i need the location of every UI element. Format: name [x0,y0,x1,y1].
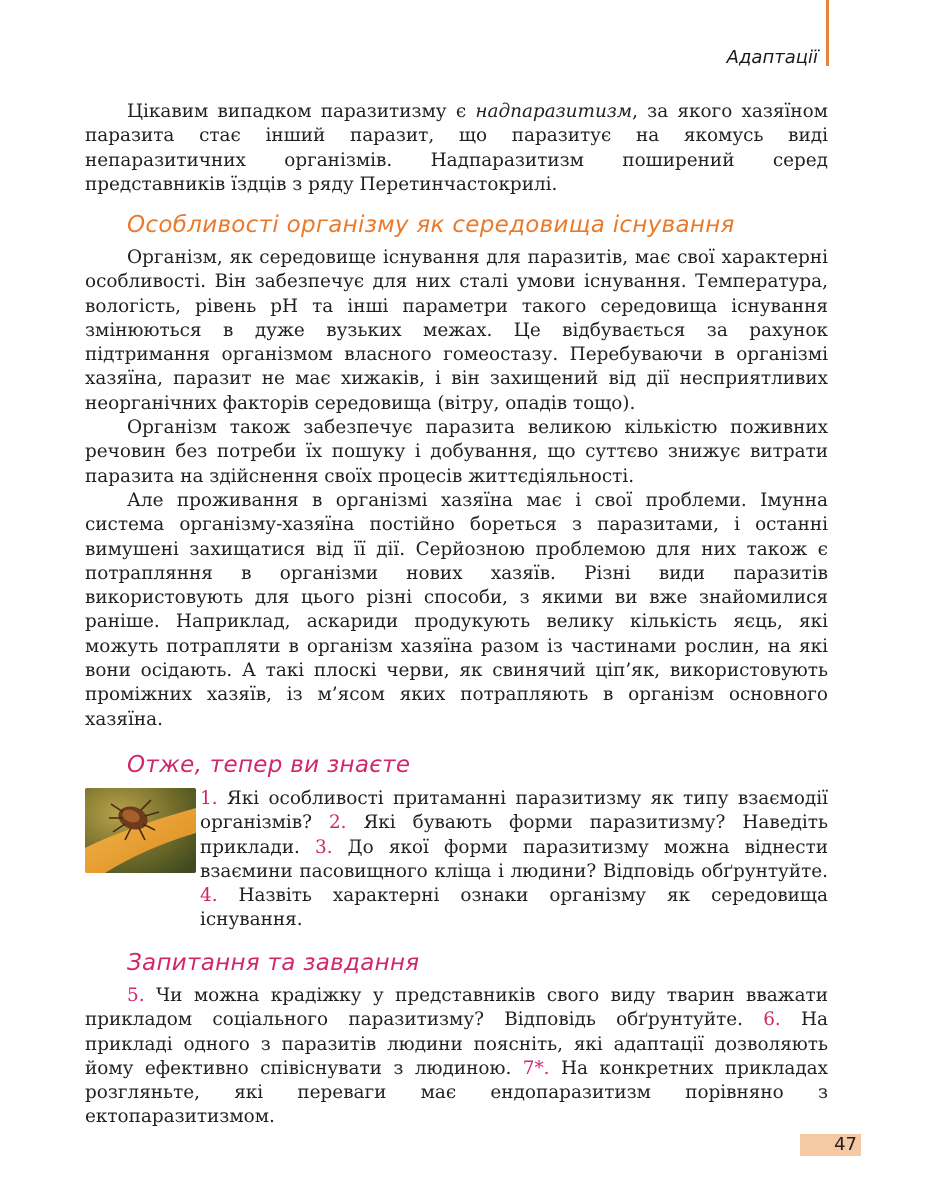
question-number: 4. [200,885,218,907]
question-number: 7*. [522,1057,550,1079]
tasks-questions [85,984,828,1130]
section-heading: Особливості організму як середовища існування [127,212,735,238]
tick-photo [85,788,196,873]
question-text: Назвіть характерні ознаки організму як середовища існування. [200,885,828,931]
question-text: Які бувають форми паразитизму? Наведіть приклади. [200,812,828,858]
intro-paragraph: Цікавим випадком паразитизму є надпаразитизм, за якого хазяїном паразита стає інший паразит, що паразитує на якомусь виді непаразитичних організмів. Надпаразитизм поширений серед представників їздців з ряду Перетинчастокрилі. [85,101,828,195]
body-paragraph: Але проживання в організмі хазяїна має і свої проблеми. Імунна система організму-хазяїна постійно бореться з паразитами, і останні вимушені захищатися від її дії. Серйозною проблемою для них також є потрапляння в організми нових хазяїв. Різні види паразитів використовують для цього різні способи, з якими ви вже знайомилися раніше. Наприклад, аскариди продукують велику кількість яєць, які можуть потрапляти в організм хазяїна разом із частинами рослин, на які вони осідають. А такі плоскі черви, як свинячий ціп’як, використовують проміжних хазяїв, із м’ясом яких потрапляють в організм основного хазяїна. [85,489,828,730]
tick-image-icon [85,788,196,873]
question-text: Чи можна крадіжку у представників свого виду тварин вважати прикладом соціального паразитизму? Відповідь обґрунтуйте. [85,985,828,1031]
page-number: 47 [800,1134,861,1156]
question-number: 6. [763,1009,781,1031]
question-number: 3. [315,836,333,858]
term-highlight: надпаразитизм [475,101,633,122]
section-body [85,246,828,732]
running-title: Адаптації [726,47,818,68]
question-number: 2. [328,812,347,834]
tasks-heading: Запитання та завдання [127,950,420,976]
header-rule [826,0,829,66]
summary-heading: Отже, тепер ви знаєте [127,752,411,778]
summary-questions [200,787,828,933]
body-paragraph: Організм також забезпечує паразита великою кількістю поживних речовин без потреби їх пошуку і добування, що суттєво знижує витрати паразита на здійснення своїх процесів життєдіяльності. [85,417,828,487]
question-text: До якої форми паразитизму можна віднести взаємини пасовищного кліща і людини? Відповідь обґрунтуйте. [200,836,829,882]
question-number: 1. [200,788,218,809]
question-text: Які особливості притаманні паразитизму як типу взаємодії організмів? [200,788,828,834]
question-text: На прикладі одного з паразитів людини поясніть, які адаптації дозволяють йому ефективно співіснувати з людиною. [85,1009,828,1079]
question-text: На конкретних прикладах розгляньте, які переваги має ендопаразитизм порівняно з ектопаразитизмом. [85,1057,829,1128]
body-paragraph: Організм, як середовище існування для паразитів, має свої характерні особливості. Він забезпечує для них сталі умови існування. Температура, вологість, рівень pH та інші параметри такого середовища існування змінюються в дуже вузьких межах. Це відбувається за рахунок підтримання організмом власного гомеостазу. Перебуваючи в організмі хазяїна, паразит не має хижаків, і він захищений від дії несприятливих неорганічних факторів середовища (вітру, опадів тощо). [85,247,828,414]
question-number: 5. [127,985,145,1006]
